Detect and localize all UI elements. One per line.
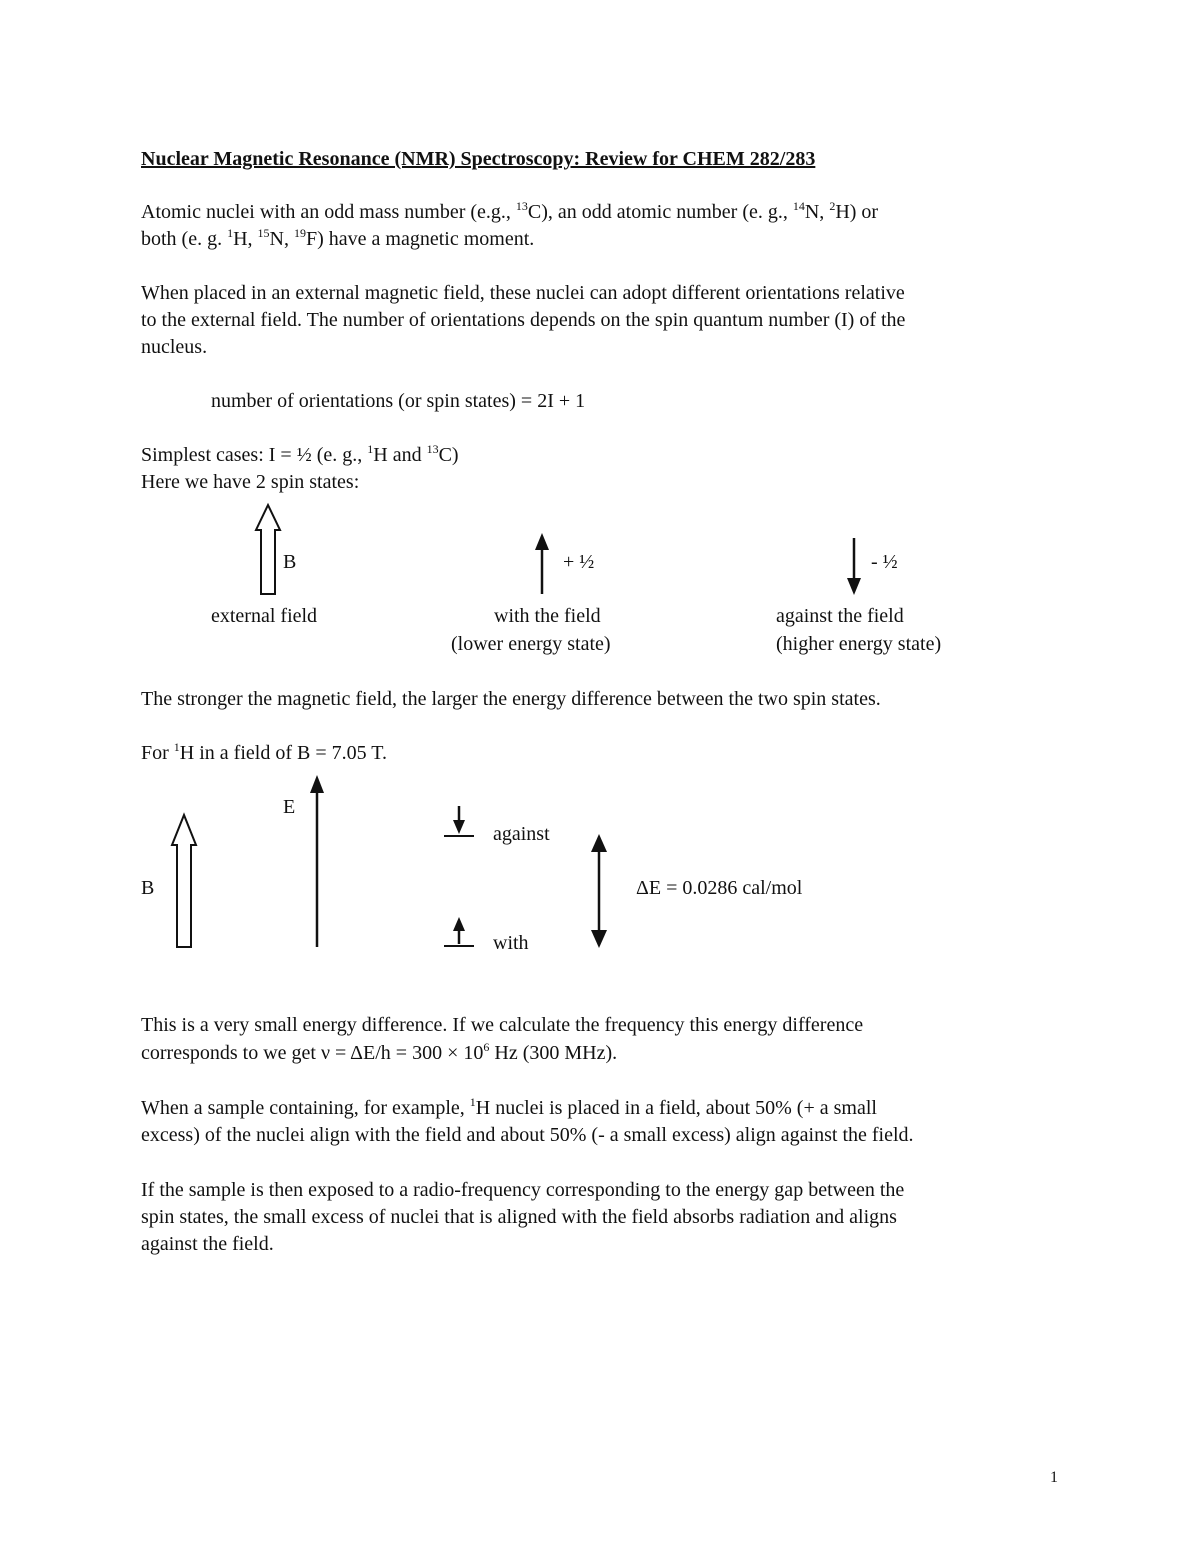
paragraph-orientation-line1: When placed in an external magnetic field, these nuclei can adopt different orientations relative xyxy=(141,282,905,304)
higher-energy-label: (higher energy state) xyxy=(776,633,942,655)
paragraph-frequency-line2: corresponds to we get $\nu = \Delta E/h = 300 \times 10^6$ Hz (300 MHz). xyxy=(141,1040,618,1064)
energy-axis-label: E xyxy=(283,796,296,818)
paragraph-sample-line2: excess) of the nuclei align with the field and about 50% (- a small excess) align against the field. xyxy=(141,1124,914,1146)
paragraph-nuclei-line1: Atomic nuclei with an odd mass number (e.g., $^{13}$C), an odd atomic number (e. g., $^{14}$N, $^2$H) or xyxy=(141,199,879,223)
paragraph-radiofrequency-line1: If the sample is then exposed to a radio-frequency corresponding to the energy gap between the xyxy=(141,1179,905,1201)
paragraph-radiofrequency-line3: against the field. xyxy=(141,1233,274,1255)
hydrogen-field-statement: For $^1$H in a field of B = 7.05 T. xyxy=(141,740,387,764)
external-field-arrow-icon xyxy=(256,505,280,594)
with-spin-level-icon xyxy=(444,917,474,946)
orientation-formula: number of orientations (or spin states) = 2I + 1 xyxy=(211,390,586,412)
paragraph-nuclei-line2: both (e. g. $^1$H, $^{15}$N, $^{19}$F) have a magnetic moment. xyxy=(141,226,535,250)
field-b-label: B xyxy=(141,877,155,899)
page-number: 1 xyxy=(1050,1469,1058,1486)
against-level-label: against xyxy=(493,823,550,845)
field-symbol-b: B xyxy=(283,551,297,573)
energy-axis-arrow-icon xyxy=(310,775,324,947)
simplest-cases: Simplest cases: I = ½ (e. g., $^1$H and $^{13}$C) xyxy=(141,442,459,466)
paragraph-frequency-line1: This is a very small energy difference. If we calculate the frequency this energy difference xyxy=(141,1014,864,1036)
page-title: Nuclear Magnetic Resonance (NMR) Spectroscopy: Review for CHEM 282/283 xyxy=(141,148,816,170)
against-spin-level-icon xyxy=(444,806,474,836)
against-field-label: against the field xyxy=(776,605,904,627)
two-spin-states-intro: Here we have 2 spin states: xyxy=(141,471,360,493)
paragraph-sample-line1: When a sample containing, for example, $^1$H nuclei is placed in a field, about 50% (+ a small xyxy=(141,1095,877,1119)
delta-e-value: ΔE = 0.0286 cal/mol xyxy=(636,877,803,899)
stronger-field-statement: The stronger the magnetic field, the larger the energy difference between the two spin states. xyxy=(141,688,881,710)
spin-up-arrow-icon xyxy=(535,533,549,594)
external-field-label: external field xyxy=(211,605,318,627)
spin-down-arrow-icon xyxy=(847,538,861,595)
paragraph-orientation-line3: nucleus. xyxy=(141,336,208,358)
minus-half-label: - ½ xyxy=(871,551,898,573)
paragraph-radiofrequency-line2: spin states, the small excess of nuclei that is aligned with the field absorbs radiation and aligns xyxy=(141,1206,897,1228)
with-field-label: with the field xyxy=(494,605,601,627)
lower-energy-label: (lower energy state) xyxy=(451,633,611,655)
paragraph-orientation-line2: to the external field. The number of orientations depends on the spin quantum number (I) of the xyxy=(141,309,906,331)
with-level-label: with xyxy=(493,932,529,954)
field-b-arrow-icon xyxy=(172,815,196,947)
plus-half-label: + ½ xyxy=(563,551,595,573)
delta-e-double-arrow-icon xyxy=(591,834,607,948)
